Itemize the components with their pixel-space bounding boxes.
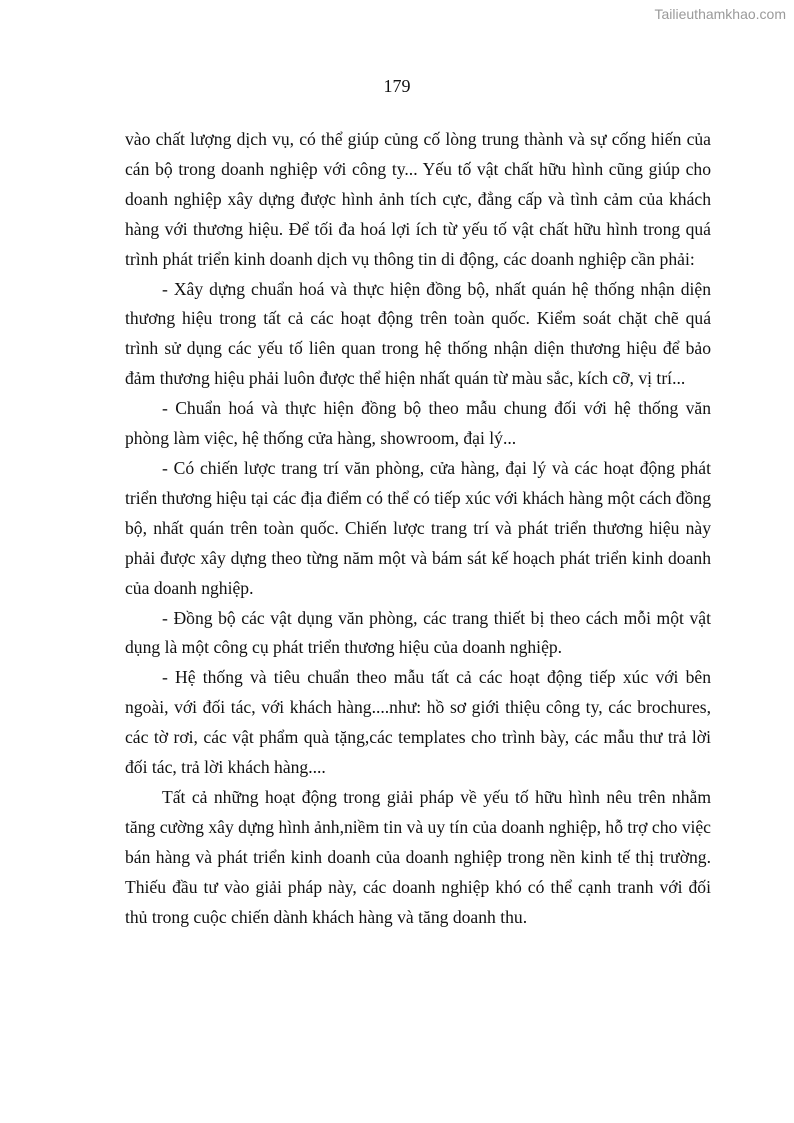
paragraph: - Hệ thống và tiêu chuẩn theo mẫu tất cả các hoạt động tiếp xúc với bên ngoài, với đối tác, với khách hàng....như: hồ sơ giới thiệu công ty, các brochures, các tờ rơi, các vật phẩm quà tặng,các templates cho trình bày, các mẫu thư trả lời đối tác, trả lời khách hàng.... xyxy=(125,667,711,778)
body-text xyxy=(125,125,711,932)
paragraph: - Có chiến lược trang trí văn phòng, cửa hàng, đại lý và các hoạt động phát triển thương hiệu tại các địa điểm có thể có tiếp xúc với khách hàng một cách đồng bộ, nhất quán trên toàn quốc. Chiến lược trang trí và phát triển thương hiệu này phải được xây dựng theo từng năm một và bám sát kế hoạch phát triển kinh doanh của doanh nghiệp. xyxy=(125,457,711,598)
watermark: Tailieuthamkhao.com xyxy=(654,6,786,22)
page-number: 179 xyxy=(383,76,411,96)
paragraph: Tất cả những hoạt động trong giải pháp về yếu tố hữu hình nêu trên nhằm tăng cường xây dựng hình ảnh,niềm tin và uy tín của doanh nghiệp, hỗ trợ cho việc bán hàng và phát triển kinh doanh của doanh nghiệp trong nền kinh tế thị trường. Thiếu đầu tư vào giải pháp này, các doanh nghiệp khó có thể cạnh tranh với đối thủ trong cuộc chiến dành khách hàng và tăng doanh thu. xyxy=(125,786,711,927)
paragraph: vào chất lượng dịch vụ, có thể giúp củng cố lòng trung thành và sự cống hiến của cán bộ trong doanh nghiệp với công ty... Yếu tố vật chất hữu hình cũng giúp cho doanh nghiệp xây dựng được hình ảnh tích cực, đẳng cấp và tình cảm của khách hàng với thương hiệu. Để tối đa hoá lợi ích từ yếu tố vật chất hữu hình trong quá trình phát triển kinh doanh dịch vụ thông tin di động, các doanh nghiệp cần phải: xyxy=(125,129,711,269)
paragraph: - Xây dựng chuẩn hoá và thực hiện đồng bộ, nhất quán hệ thống nhận diện thương hiệu trong tất cả các hoạt động trên toàn quốc. Kiểm soát chặt chẽ quá trình sử dụng các yếu tố liên quan trong hệ thống nhận diện thương hiệu để bảo đảm thương hiệu phải luôn được thể hiện nhất quán từ màu sắc, kích cỡ, vị trí... xyxy=(125,278,711,389)
paragraph: - Chuẩn hoá và thực hiện đồng bộ theo mẫu chung đối với hệ thống văn phòng làm việc, hệ thống cửa hàng, showroom, đại lý... xyxy=(125,398,711,449)
paragraph: - Đồng bộ các vật dụng văn phòng, các trang thiết bị theo cách mỗi một vật dụng là một công cụ phát triển thương hiệu của doanh nghiệp. xyxy=(125,607,711,658)
